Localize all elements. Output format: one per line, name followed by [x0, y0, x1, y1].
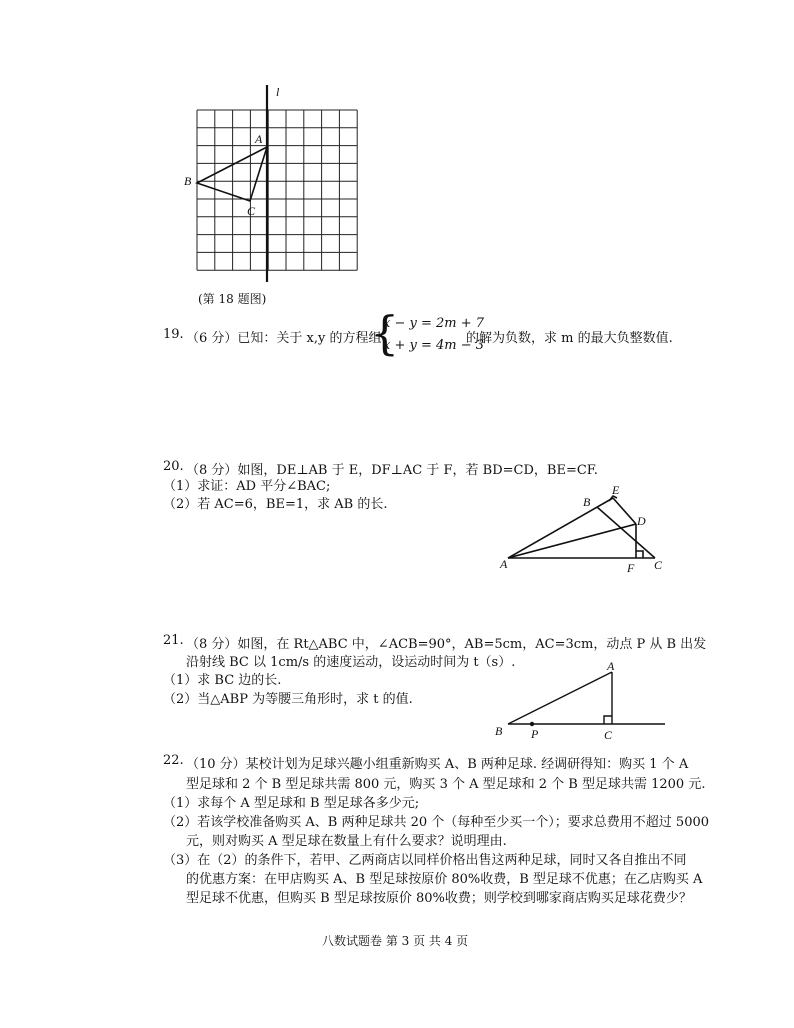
fig18-caption: (第 18 题图): [198, 292, 267, 306]
q22-line2: 型足球和 2 个 B 型足球共需 800 元，购买 3 个 A 型足球和 2 个 B 型足球共需 1200 元.: [186, 777, 706, 792]
figure-18: [180, 80, 310, 290]
q22-line1: （10 分）某校计划为足球兴趣小组重新购买 A、B 两种足球. 经调研得知：购买 1 个 A: [186, 757, 689, 772]
label-a: A: [607, 659, 615, 673]
q22-part3-line2: 的优惠方案：在甲店购买 A、B 型足球按原价 80%收费，B 型足球不优惠；在乙店购买 A: [186, 872, 703, 887]
q22-part3-line3: 型足球不优惠，但购买 B 型足球按原价 80%收费；则学校到哪家商店购买足球花费少？: [186, 891, 692, 906]
q22-part3-line1: （3）在（2）的条件下，若甲、乙两商店以同样价格出售这两种足球，同时又各自推出不同: [163, 853, 687, 868]
q20-part2: （2）若 AC=6，BE=1，求 AB 的长.: [163, 497, 388, 512]
triangle-abc: [197, 147, 267, 201]
q22-part2-line2: 元，则对购买 A 型足球在数量上有什么要求？说明理由.: [186, 834, 507, 849]
q20-stem: （8 分）如图，DE⊥AB 于 E，DF⊥AC 于 F，若 BD=CD，BE=CF.: [186, 463, 598, 478]
label-b: B: [583, 495, 591, 509]
label-p: P: [531, 727, 539, 741]
q19-number: 19.: [163, 327, 184, 342]
q21-stem-line2: 沿射线 BC 以 1cm/s 的速度运动，设运动时间为 t（s）.: [186, 655, 516, 670]
label-a: A: [255, 132, 263, 146]
label-e: E: [612, 483, 620, 497]
label-c: C: [604, 728, 613, 742]
q19-text-before: （6 分）已知：关于 x,y 的方程组: [186, 331, 382, 346]
label-f: F: [627, 561, 635, 575]
label-d: D: [637, 514, 646, 528]
q20-part1: （1）求证：AD 平分∠BAC;: [163, 479, 331, 494]
label-l: l: [276, 85, 280, 99]
q21-number: 21.: [163, 633, 184, 648]
q19-brace: {: [370, 306, 400, 360]
figure-20: [495, 480, 670, 575]
q19-eq2: x + y = 4m − 3: [383, 338, 485, 353]
q22-part1: （1）求每个 A 型足球和 B 型足球各多少元;: [163, 796, 420, 811]
q21-part1: （1）求 BC 边的长.: [163, 673, 282, 688]
q22-number: 22.: [163, 753, 184, 768]
q19-text-after: 的解为负数，求 m 的最大负整数值.: [466, 331, 673, 346]
label-a: A: [500, 557, 508, 571]
label-c: C: [247, 204, 256, 218]
label-c: C: [654, 558, 663, 572]
q21-stem-line1: （8 分）如图，在 Rt△ABC 中，∠ACB=90°，AB=5cm，AC=3cm，动点 P 从 B 出发: [186, 637, 707, 652]
figure-21: [490, 655, 670, 740]
label-b: B: [184, 174, 192, 188]
q20-number: 20.: [163, 459, 184, 474]
page-footer: 八数试题卷 第 3 页 共 4 页: [322, 934, 469, 948]
q22-part2-line1: （2）若该学校准备购买 A、B 两种足球共 20 个（每种至少买一个）；要求总费用不超过 5000: [163, 815, 710, 830]
q21-part2: （2）当△ABP 为等腰三角形时，求 t 的值.: [163, 692, 413, 707]
label-b: B: [495, 724, 503, 738]
grid: [197, 110, 357, 270]
point-p: [530, 722, 534, 726]
q19-eq1: x − y = 2m + 7: [383, 316, 485, 331]
